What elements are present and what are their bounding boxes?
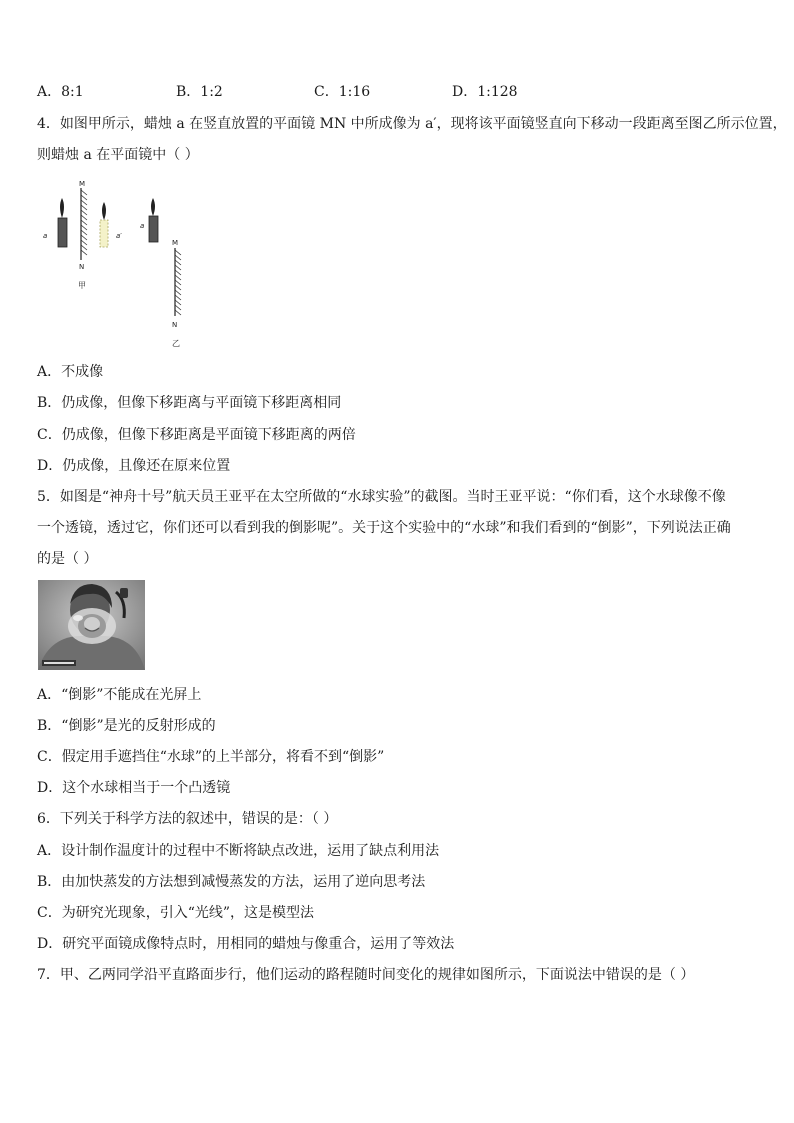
fig2-label-m: M: [172, 239, 179, 247]
q5-option-b: B．“倒影”是光的反射形成的: [37, 718, 216, 734]
mirror-diagram: [38, 176, 218, 351]
fig2-label-a: a: [140, 222, 145, 230]
q5-option-c: C．假定用手遮挡住“水球”的上半部分，将看不到“倒影”: [37, 749, 385, 765]
q6-option-d: D．研究平面镜成像特点时，用相同的蜡烛与像重合，运用了等效法: [37, 936, 455, 952]
q6-option-a: A．设计制作温度计的过程中不断将缺点改进，运用了缺点利用法: [37, 843, 440, 859]
q4-mirror-figure: [38, 176, 218, 355]
fig1-candle-flame: [60, 198, 64, 218]
q6-option-b: B．由加快蒸发的方法想到减慢蒸发的方法，运用了逆向思考法: [37, 874, 426, 890]
q5-water-ball-photo: [38, 580, 145, 670]
q5-stem-line3: 的是（ ）: [37, 551, 98, 567]
q5-stem-line2: 一个透镜，透过它，你们还可以看到我的倒影呢”。关于这个实验中的“水球”和我们看到的“倒影”，下列说法正确: [37, 520, 731, 536]
fig1-label-a-prime: a′: [116, 232, 122, 240]
fig1-label-m: M: [79, 180, 86, 188]
fig1-label-a: a: [43, 232, 48, 240]
fig1-image-flame: [102, 202, 106, 220]
fig2-candle-flame: [151, 198, 155, 216]
q6-option-c: C．为研究光现象，引入“光线”，这是模型法: [37, 905, 315, 921]
q3-option-a: A．8:1: [37, 84, 84, 100]
q4-stem-line2: 则蜡烛 a 在平面镜中（ ）: [37, 147, 199, 163]
q5-stem-line1: 5．如图是“神舟十号”航天员王亚平在太空所做的“水球实验”的截图。当时王亚平说：“你们看，这个水球像不像: [37, 489, 726, 505]
q4-stem-line1: 4．如图甲所示，蜡烛 a 在竖直放置的平面镜 MN 中所成像为 a′，现将该平面镜竖直向下移动一段距离至图乙所示位置，: [37, 116, 787, 132]
q3-options: [0, 82, 794, 102]
q5-option-d: D．这个水球相当于一个凸透镜: [37, 780, 231, 796]
fig1-mirror-hatching: [81, 190, 87, 255]
q4-option-c: C．仍成像，但像下移距离是平面镜下移距离的两倍: [37, 427, 356, 443]
q3-option-d: D．1:128: [452, 84, 518, 100]
fig1-candle-a: [58, 218, 67, 247]
q5-option-a: A．“倒影”不能成在光屏上: [37, 687, 202, 703]
q3-option-b: B．1:2: [176, 84, 223, 100]
fig1-caption: 甲: [78, 281, 86, 290]
q4-option-b: B．仍成像，但像下移距离与平面镜下移距离相同: [37, 395, 342, 411]
fig1-label-n: N: [79, 263, 85, 271]
fig1-image-a-prime: [100, 220, 108, 247]
fig2-label-n: N: [172, 321, 178, 329]
fig2-caption: 乙: [172, 339, 180, 348]
q4-option-d: D．仍成像，且像还在原来位置: [37, 458, 231, 474]
fig2-mirror-hatching: [175, 250, 181, 315]
q3-option-c: C．1:16: [314, 84, 371, 100]
q6-stem: 6．下列关于科学方法的叙述中，错误的是：（ ）: [37, 811, 338, 827]
q7-stem: 7．甲、乙两同学沿平直路面步行，他们运动的路程随时间变化的规律如图所示，下面说法中错误的是（ ）: [37, 967, 695, 983]
fig2-candle-a: [149, 216, 158, 242]
q4-option-a: A．不成像: [37, 364, 104, 380]
